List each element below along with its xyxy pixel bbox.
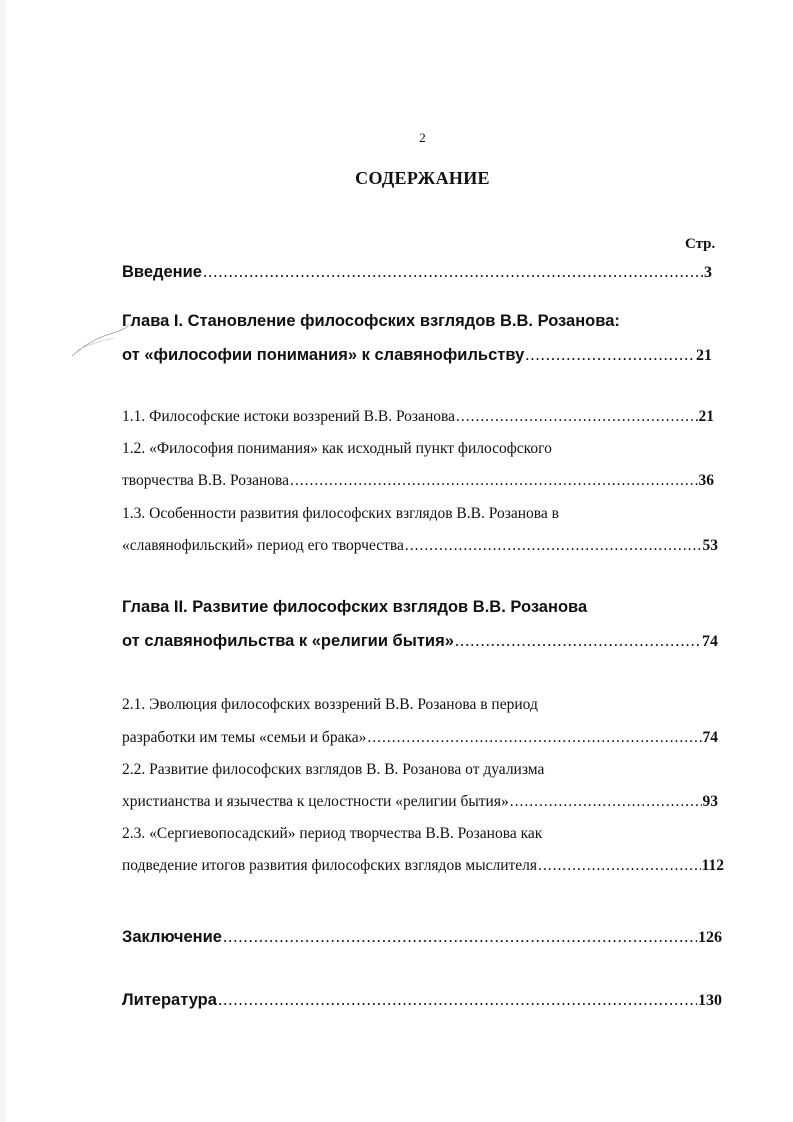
toc-entry-label: от «философии понимания» к славянофильству (122, 346, 525, 364)
page-column-label: Стр. (685, 236, 716, 252)
toc-2-1-line1: 2.1. Эволюция философских воззрений В.В. Розанова в период (122, 696, 538, 713)
leader-dots (456, 408, 698, 426)
toc-entry-label: от славянофильства к «религии бытия» (122, 632, 454, 650)
toc-entry-label: христианства и язычества к целостности «религии бытия» (122, 793, 509, 810)
leader-dots (405, 537, 702, 555)
toc-page-number: 3 (704, 264, 712, 281)
toc-page-number: 21 (696, 347, 712, 364)
toc-entry-1-2 (122, 472, 714, 490)
leader-dots (203, 262, 703, 282)
leader-dots (223, 927, 697, 947)
toc-page-number: 126 (698, 929, 722, 946)
toc-1-3-line1: 1.3. Особенности развития философских взглядов В.В. Розанова в (122, 505, 559, 522)
leader-dots (538, 857, 701, 875)
leader-dots (455, 631, 701, 651)
toc-entry-2-2 (122, 793, 718, 811)
toc-entry-label: «славянофильский» период его творчества (122, 537, 404, 554)
toc-page-number: 53 (702, 537, 718, 554)
toc-entry-label: Литература (122, 991, 217, 1009)
toc-2-2-line1: 2.2. Развитие философских взглядов В. В. Розанова от дуализма (122, 761, 545, 778)
toc-1-2-line1: 1.2. «Философия понимания» как исходный пункт философского (122, 440, 552, 457)
leader-dots (367, 729, 701, 747)
leader-dots (525, 345, 695, 365)
leader-dots (510, 793, 702, 811)
toc-entry-label: 1.1. Философские истоки воззрений В.В. Розанова (122, 408, 455, 425)
toc-page-number: 36 (698, 472, 714, 489)
toc-entry-1-3 (122, 537, 718, 555)
toc-entry-literature (122, 990, 722, 1010)
toc-entry-label: Введение (122, 263, 202, 281)
toc-page-number: 74 (702, 633, 718, 650)
toc-chapter2-title-line1: Глава II. Развитие философских взглядов В.В. Розанова (122, 598, 588, 616)
toc-entry-intro (122, 262, 712, 282)
toc-entry-2-3 (122, 857, 724, 875)
toc-page-number: 21 (698, 408, 714, 425)
pencil-mark-icon (70, 320, 130, 360)
toc-page-number: 74 (702, 729, 718, 746)
toc-entry-label: творчества В.В. Розанова (122, 472, 290, 489)
leader-dots (290, 472, 697, 490)
toc-chapter1-title-line1: Глава I. Становление философских взглядов В.В. Розанова: (122, 312, 620, 330)
toc-entry-chapter2 (122, 631, 718, 651)
page-number: 2 (419, 130, 426, 145)
toc-page-number: 93 (702, 793, 718, 810)
toc-entry-label: Заключение (122, 928, 222, 946)
toc-entry-label: подведение итогов развития философских взглядов мыслителя (122, 857, 538, 874)
toc-entry-label: разработки им темы «семьи и брака» (122, 729, 367, 746)
toc-page-number: 130 (698, 992, 722, 1009)
toc-page-number: 112 (701, 857, 724, 874)
toc-entry-2-1 (122, 729, 718, 747)
toc-entry-conclusion (122, 927, 722, 947)
toc-entry-1-1 (122, 408, 714, 426)
toc-2-3-line1: 2.3. «Сергиевопосадский» период творчества В.В. Розанова как (122, 825, 543, 842)
document-title: СОДЕРЖАНИЕ (355, 168, 490, 188)
leader-dots (218, 990, 697, 1010)
toc-entry-chapter1 (122, 345, 712, 365)
